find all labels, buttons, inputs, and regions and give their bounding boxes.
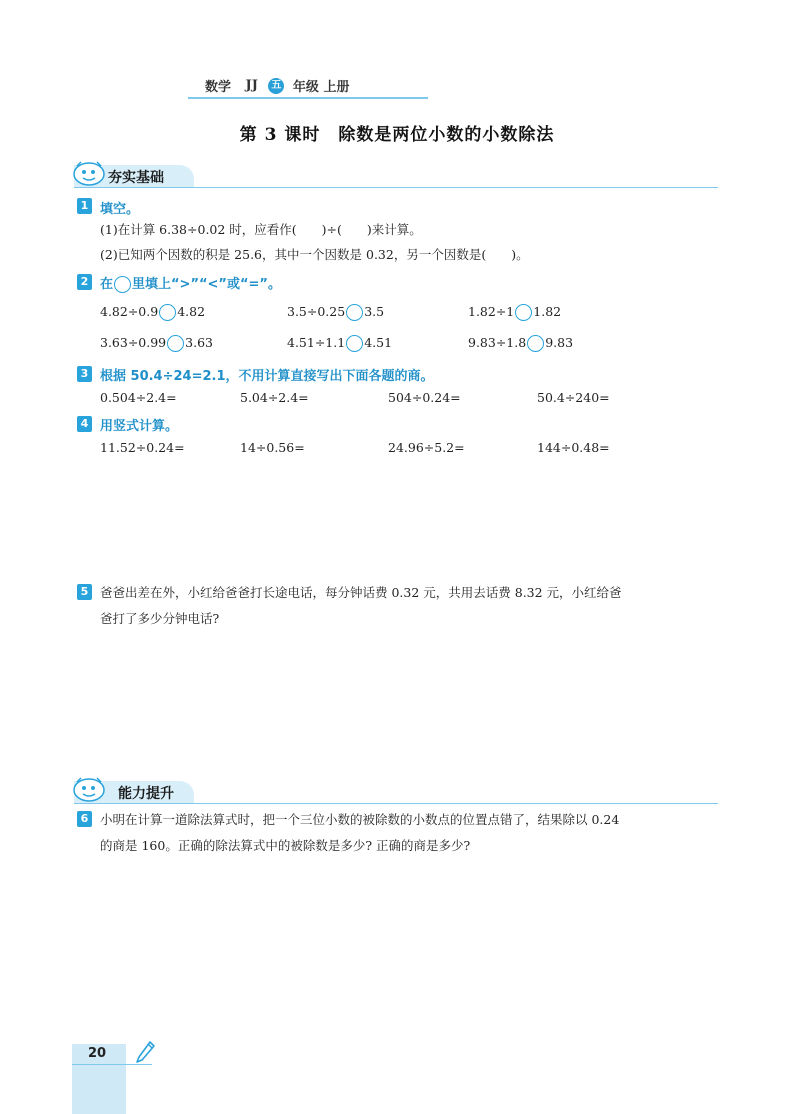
header-subject: 数学 (205, 80, 232, 95)
question-number: 4 (77, 416, 92, 432)
answer-circle[interactable] (346, 304, 363, 321)
pencil-icon (134, 1040, 156, 1066)
q5-line2: 爸打了多少分钟电话? (100, 611, 220, 626)
q4-item: 24.96÷5.2= (388, 440, 465, 455)
compare-item (100, 304, 205, 321)
answer-circle[interactable] (159, 304, 176, 321)
q4-item: 144÷0.48= (537, 440, 610, 455)
compare-right: 1.82 (533, 304, 562, 319)
compare-item (100, 335, 213, 352)
q2-title-post: 里填上“>”“<”或“=”。 (132, 277, 281, 292)
page-number: 20 (88, 1046, 107, 1061)
q2-title-pre: 在 (100, 277, 114, 292)
compare-item (468, 304, 561, 321)
running-header (205, 76, 349, 95)
q3-item: 50.4÷240= (537, 390, 610, 405)
q1-line1: (1)在计算 6.38÷0.02 时，应看作( )÷( )来计算。 (100, 222, 422, 237)
section-rule-basic (74, 187, 718, 188)
section-label-basic: 夯实基础 (108, 170, 164, 186)
answer-circle[interactable] (515, 304, 532, 321)
grade-badge: 五 (268, 78, 284, 94)
compare-item (287, 335, 392, 352)
q5-line1: 爸爸出差在外，小红给爸爸打长途电话，每分钟话费 0.32 元，共用去话费 8.32 元，小红给爸 (100, 585, 622, 600)
question-title: 填空。 (100, 202, 140, 217)
q1-line2: (2)已知两个因数的积是 25.6，其中一个因数是 0.32，另一个因数是( )。 (100, 247, 529, 262)
q3-item: 0.504÷2.4= (100, 390, 177, 405)
compare-left: 4.82÷0.9 (100, 304, 159, 319)
answer-circle[interactable] (346, 335, 363, 352)
circle-icon (114, 276, 131, 293)
compare-right: 9.83 (545, 335, 574, 350)
q6-line2: 的商是 160。正确的除法算式中的被除数是多少? 正确的商是多少? (100, 838, 471, 853)
question-title: 用竖式计算。 (100, 419, 179, 434)
compare-right: 3.5 (364, 304, 385, 319)
mascot-icon (72, 776, 106, 802)
q4-item: 11.52÷0.24= (100, 440, 185, 455)
compare-left: 3.63÷0.99 (100, 335, 167, 350)
compare-item (468, 335, 573, 352)
q3-item: 504÷0.24= (388, 390, 461, 405)
compare-right: 4.51 (364, 335, 393, 350)
header-grade-text: 年级 上册 (292, 80, 350, 95)
compare-left: 9.83÷1.8 (468, 335, 527, 350)
header-rule (188, 97, 428, 99)
compare-right: 4.82 (177, 304, 206, 319)
section-label-advanced: 能力提升 (118, 786, 174, 802)
answer-circle[interactable] (527, 335, 544, 352)
q4-item: 14÷0.56= (240, 440, 305, 455)
question-number: 3 (77, 366, 92, 382)
compare-item (287, 304, 384, 321)
question-title: 根据 50.4÷24=2.1，不用计算直接写出下面各题的商。 (100, 369, 434, 384)
question-number: 1 (77, 198, 92, 214)
compare-left: 4.51÷1.1 (287, 335, 346, 350)
question-number: 6 (77, 811, 92, 827)
compare-left: 1.82÷1 (468, 304, 515, 319)
question-number: 5 (77, 584, 92, 600)
answer-circle[interactable] (167, 335, 184, 352)
section-rule-advanced (74, 803, 718, 804)
mascot-icon (72, 160, 106, 186)
question-title (100, 273, 281, 293)
lesson-title: 第 3 课时 除数是两位小数的小数除法 (239, 125, 555, 145)
question-number: 2 (77, 274, 92, 290)
compare-right: 3.63 (185, 335, 213, 350)
header-edition: JJ (245, 78, 258, 93)
q6-line1: 小明在计算一道除法算式时，把一个三位小数的被除数的小数点的位置点错了，结果除以 0.24 (100, 812, 620, 827)
q3-item: 5.04÷2.4= (240, 390, 309, 405)
compare-left: 3.5÷0.25 (287, 304, 346, 319)
